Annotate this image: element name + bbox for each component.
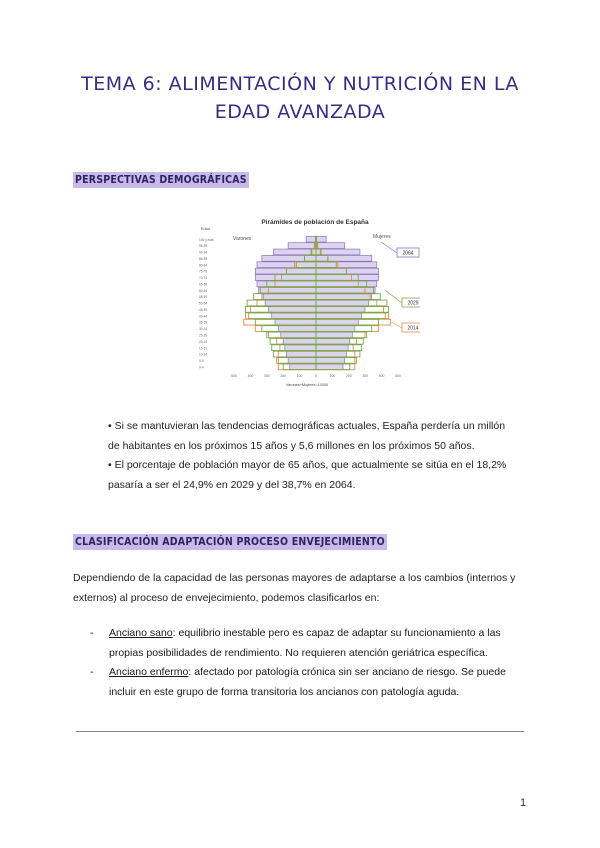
bar-2064-male-3 xyxy=(285,345,316,351)
list-text: : equilibrio inestable pero es capaz de adaptar su funcionamiento a las propias posibilidades de rendimiento. No requieren atención geriátrica específica. xyxy=(109,627,501,659)
x-tick-10: 500 xyxy=(395,374,401,378)
age-label-8: 40-44 xyxy=(199,314,208,319)
bar-2064-female-12 xyxy=(316,287,375,293)
age-label-20: 100 y más xyxy=(199,237,214,242)
age-label-0: 0-4 xyxy=(199,365,204,370)
bar-2064-female-2 xyxy=(316,351,346,357)
list-text: : afectado por patología crónica sin ser anciano de riesgo. Se puede incluir en este grupo de forma transitoria los ancianos con patología aguda. xyxy=(109,666,506,698)
bar-2064-male-16 xyxy=(257,262,316,268)
bar-2064-male-12 xyxy=(259,287,316,293)
population-pyramid-figure xyxy=(195,212,420,392)
age-axis-title: Edad xyxy=(201,227,210,231)
age-label-16: 80-84 xyxy=(199,263,208,268)
legend-label-2029: 2029 xyxy=(407,300,419,307)
bar-2064-male-9 xyxy=(268,306,316,312)
bar-2064-male-18 xyxy=(273,249,316,255)
age-label-9: 45-49 xyxy=(199,307,208,312)
age-label-13: 65-69 xyxy=(199,282,208,287)
list-dash: - xyxy=(90,666,94,678)
x-tick-8: 300 xyxy=(362,374,369,378)
legend-label-2014: 2014 xyxy=(407,325,419,332)
age-label-12: 60-64 xyxy=(199,288,208,293)
bar-2064-male-17 xyxy=(262,255,316,261)
horizontal-rule xyxy=(76,731,524,732)
age-label-10: 50-54 xyxy=(199,301,208,306)
bar-2064-male-8 xyxy=(272,313,316,319)
bar-2064-male-11 xyxy=(262,294,316,300)
bar-2064-female-15 xyxy=(316,268,379,274)
bar-2064-male-10 xyxy=(265,300,316,306)
list-term: Anciano sano xyxy=(109,627,173,639)
bar-2064-male-4 xyxy=(283,338,316,344)
x-tick-6: 100 xyxy=(329,374,336,378)
age-label-4: 20-24 xyxy=(199,339,208,344)
bar-2064-female-7 xyxy=(316,319,358,325)
legend-leader-2064 xyxy=(381,242,397,253)
bar-2064-female-13 xyxy=(316,281,377,287)
list-term: Anciano enfermo xyxy=(109,666,189,678)
bar-2064-female-16 xyxy=(316,262,377,268)
bar-2064-female-8 xyxy=(316,313,362,319)
bar-2064-female-3 xyxy=(316,345,348,351)
bar-2064-male-20 xyxy=(306,236,316,242)
bar-2029-female-20 xyxy=(316,236,317,242)
list-dash: - xyxy=(90,627,94,639)
age-label-1: 5-9 xyxy=(199,359,204,364)
legend-leader-2014 xyxy=(391,322,402,328)
list-item xyxy=(90,663,530,702)
bar-2064-male-5 xyxy=(281,332,316,338)
x-tick-9: 400 xyxy=(378,374,385,378)
intro-paragraph: Dependiendo de la capacidad de las personas mayores de adaptarse a los cambios (internos y externos) al proceso de envejecimiento, podemos clasificarlos en: xyxy=(73,572,516,604)
bar-2064-male-15 xyxy=(255,268,316,274)
bar-2064-male-7 xyxy=(275,319,316,325)
bar-2064-male-19 xyxy=(288,243,316,249)
x-tick-1: 400 xyxy=(247,374,254,378)
x-axis-caption: Varones+Mujeres=10000 xyxy=(285,383,329,387)
age-label-19: 95-99 xyxy=(199,244,208,249)
legend-label-2064: 2064 xyxy=(402,250,414,257)
bullet-2: • El porcentaje de población mayor de 65 años, que actualmente se sitúa en el 18,2% pasaría a ser el 24,9% en 2029 y del 38,7% en 2064. xyxy=(108,459,507,491)
figure-title: Pirámides de población de España xyxy=(261,219,369,226)
bar-2064-male-2 xyxy=(286,351,316,357)
bar-2064-female-20 xyxy=(316,236,326,242)
x-tick-2: 300 xyxy=(263,374,270,378)
age-label-14: 70-74 xyxy=(199,276,208,281)
bar-2064-female-5 xyxy=(316,332,352,338)
bar-2064-male-0 xyxy=(290,364,316,370)
x-tick-0: 500 xyxy=(231,374,237,378)
classification-list xyxy=(90,624,530,702)
bar-2064-female-17 xyxy=(316,255,372,261)
bar-2064-female-0 xyxy=(316,364,343,370)
x-tick-4: 100 xyxy=(296,374,303,378)
bar-2064-male-14 xyxy=(255,275,316,281)
section-heading-classification: CLASIFICACIÓN ADAPTACIÓN PROCESO ENVEJECIMIENTO xyxy=(75,536,385,548)
bar-2064-female-6 xyxy=(316,326,355,332)
age-label-3: 15-19 xyxy=(199,346,208,351)
bar-2064-female-4 xyxy=(316,338,350,344)
x-tick-3: 200 xyxy=(280,374,287,378)
demographics-bullets xyxy=(108,417,513,495)
bar-2064-female-18 xyxy=(316,249,360,255)
bar-2064-female-1 xyxy=(316,358,345,364)
population-pyramid-chart xyxy=(195,212,420,392)
page-title: TEMA 6: ALIMENTACIÓN Y NUTRICIÓN EN LA EDAD AVANZADA xyxy=(81,73,519,123)
page-number: 1 xyxy=(520,797,527,809)
left-label: Varones xyxy=(233,236,252,242)
x-tick-7: 200 xyxy=(345,374,352,378)
bar-2064-female-9 xyxy=(316,306,365,312)
age-label-11: 55-59 xyxy=(199,295,208,300)
age-label-15: 75-79 xyxy=(199,269,208,274)
bar-2064-female-11 xyxy=(316,294,372,300)
age-label-2: 10-14 xyxy=(199,352,208,357)
bar-2064-female-14 xyxy=(316,275,379,281)
bar-2064-male-6 xyxy=(278,326,316,332)
section-heading-demographics: PERSPECTIVAS DEMOGRÁFICAS xyxy=(75,174,247,186)
bar-2064-male-1 xyxy=(288,358,316,364)
bar-2064-female-10 xyxy=(316,300,368,306)
bar-2064-male-13 xyxy=(257,281,316,287)
x-tick-5: 0 xyxy=(315,374,317,378)
list-item xyxy=(90,624,530,663)
age-label-5: 25-29 xyxy=(199,333,208,338)
bullet-1: • Si se mantuvieran las tendencias demográficas actuales, España perdería un millón de habitantes en los próximos 15 años y 5,6 millones en los próximos 50 años. xyxy=(108,420,506,452)
bar-2064-female-19 xyxy=(316,243,345,249)
age-label-6: 30-34 xyxy=(199,327,208,332)
age-label-7: 35-39 xyxy=(199,320,208,325)
right-label: Mujeres xyxy=(373,234,391,240)
legend-leader-2029 xyxy=(385,290,402,303)
age-label-17: 85-89 xyxy=(199,256,208,261)
age-label-18: 90-94 xyxy=(199,250,208,255)
